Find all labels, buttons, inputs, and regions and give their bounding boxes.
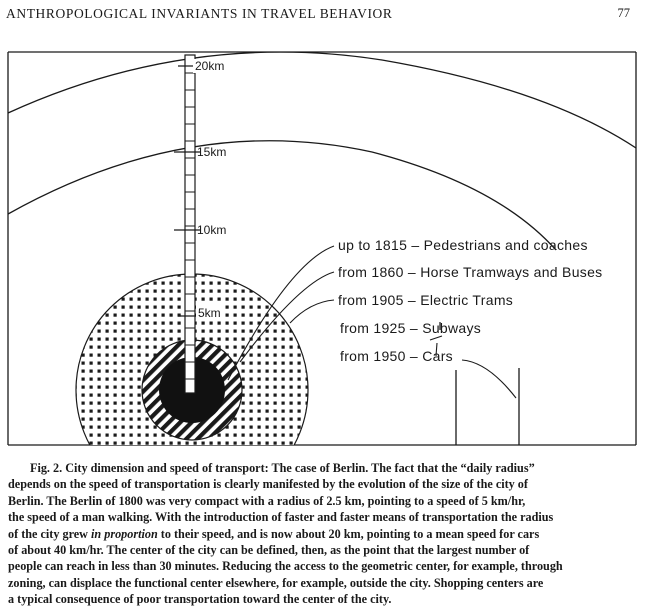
caption-line: a typical consequence of poor transportation toward the center of the city. bbox=[8, 592, 392, 607]
caption-line: depends on the speed of transportation is clearly manifested by the evolution of the size of the city of bbox=[8, 477, 528, 492]
legend-item-1815: up to 1815 – Pedestrians and coaches bbox=[338, 237, 588, 253]
caption-line bbox=[8, 526, 620, 542]
legend-item-1860: from 1860 – Horse Tramways and Buses bbox=[338, 264, 603, 280]
caption-line: Berlin. The Berlin of 1800 was very compact with a radius of 2.5 km, pointing to a speed of 5 km/hr, bbox=[8, 493, 526, 508]
caption-line: the speed of a man walking. With the introduction of faster and faster means of transportation the radius bbox=[8, 510, 554, 525]
running-title: ANTHROPOLOGICAL INVARIANTS IN TRAVEL BEHAVIOR bbox=[6, 6, 393, 21]
figure-caption bbox=[8, 460, 620, 608]
caption-text: of the city grew bbox=[8, 526, 92, 541]
legend-item-1905: from 1905 – Electric Trams bbox=[338, 292, 514, 308]
arc-20km bbox=[8, 52, 636, 148]
scale-label-20km: 20km bbox=[195, 59, 225, 73]
arc-15km bbox=[8, 141, 556, 250]
legend-item-1950: from 1950 – Cars bbox=[340, 348, 453, 364]
caption-text: to their speed, and is now about 20 km, pointing to a mean speed for cars bbox=[157, 526, 540, 541]
scale-label-10km: 10km bbox=[197, 223, 227, 237]
caption-line: Fig. 2. City dimension and speed of transport: The case of Berlin. The fact that the “daily radius” bbox=[30, 461, 535, 475]
caption-emphasis: in proportion bbox=[91, 526, 158, 541]
scale-label-15km: 15km bbox=[197, 145, 227, 159]
legend bbox=[338, 237, 602, 364]
scale-label-5km: 5km bbox=[198, 306, 221, 320]
caption-line: zoning, can displace the functional center elsewhere, for example, outside the city. Shopping centers are bbox=[8, 575, 544, 590]
page-number: 77 bbox=[617, 6, 630, 20]
caption-line: of about 40 km/hr. The center of the city can be defined, then, as the point that the largest number of bbox=[8, 543, 530, 558]
legend-item-1925: from 1925 – Subways bbox=[340, 320, 482, 336]
caption-line: people can reach in less than 30 minutes. Reducing the access to the geometric center, for example, through bbox=[8, 559, 563, 574]
